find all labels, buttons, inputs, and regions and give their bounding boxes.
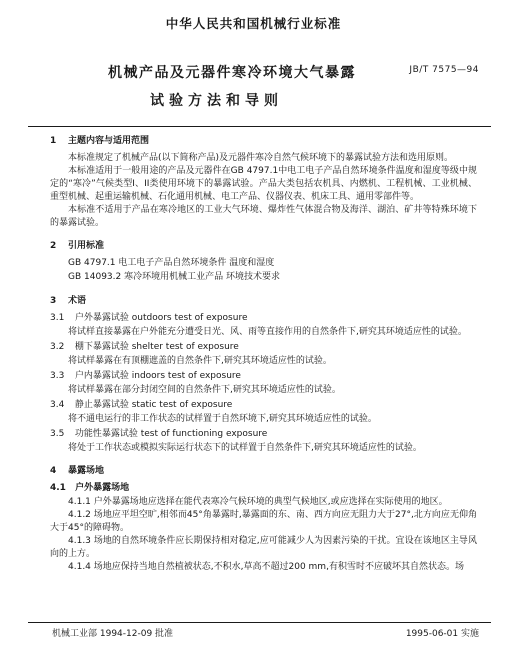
term-definition: 将处于工作状态或模拟实际运行状态下的试样置于自然条件下,研究其环境适应性的试验。	[68, 443, 422, 453]
term-heading	[0, 341, 507, 354]
section-number: 4	[50, 466, 57, 476]
term-name: 户内暴露试验 indoors test of exposure	[74, 371, 241, 381]
standard-number: JB/T 7575—94	[409, 65, 479, 75]
term-name: 静止暴露试验 static test of exposure	[74, 400, 233, 410]
section-heading	[0, 240, 507, 253]
section-heading	[0, 465, 507, 478]
clause	[50, 535, 477, 561]
term-heading	[0, 370, 507, 383]
term-name: 户外暴露试验 outdoors test of exposure	[74, 313, 248, 323]
issuing-authority-banner: 中华人民共和国机械行业标准	[165, 16, 342, 31]
section-title: 术语	[68, 296, 87, 306]
term-number: 3.1	[50, 313, 65, 323]
term-definition: 将试样暴露在有顶棚遮盖的自然条件下,研究其环境适应性的试验。	[68, 356, 332, 366]
subsection-heading	[0, 482, 507, 495]
section-title: 主题内容与适用范围	[68, 136, 150, 146]
subsection-number: 4.1	[50, 483, 66, 493]
term-number: 3.3	[50, 371, 65, 381]
paragraph: 本标准不适用于产品在寒冷地区的工业大气环境、爆炸性气体混合物及海洋、湖泊、矿井等特殊环境下的暴露试验。	[50, 205, 477, 228]
clause-text: 场地应保持当地自然植被状态,不积水,草高不超过200 mm,有积雪时不应破坏其自然状态。场	[93, 562, 464, 572]
implementation-note: 1995-06-01 实施	[405, 629, 479, 639]
header-rule	[28, 126, 491, 127]
reference-item: GB 14093.2 寒冷环境用机械工业产品 环境技术要求	[68, 272, 280, 282]
document-body	[0, 129, 507, 574]
term-heading	[0, 399, 507, 412]
clause	[50, 496, 477, 509]
approval-note: 机械工业部 1994-12-09 批准	[52, 629, 174, 639]
clause-number: 4.1.4	[68, 562, 91, 572]
term-name: 功能性暴露试验 test of functioning exposure	[74, 429, 268, 439]
reference-item: GB 4797.1 电工电子产品自然环境条件 温度和湿度	[68, 258, 275, 268]
clause-number: 4.1.3	[68, 536, 91, 546]
section-number: 3	[50, 296, 57, 306]
clause-number: 4.1.1	[68, 497, 91, 507]
clause-text: 场地的自然环境条件应长期保持相对稳定,应可能减少人为因素污染的干扰。宜设在该地区主导风向的上方。	[50, 536, 477, 559]
term-definition: 将试样暴露在部分封闭空间的自然条件下,研究其环境适应性的试验。	[68, 385, 341, 395]
clause-text: 场地应平坦空旷,相邻而45°角暴露时,暴露面的东、南、西方向应无阻力大于27°,北方向应无仰角大于45°的障碍物。	[50, 510, 477, 533]
term-definition: 将不通电运行的非工作状态的试样置于自然环境下,研究其环境适应性的试验。	[68, 414, 377, 424]
footer-rule	[28, 622, 491, 623]
term-heading	[0, 312, 507, 325]
section-number: 2	[50, 241, 57, 251]
term-heading	[0, 428, 507, 441]
paragraph: 本标准规定了机械产品(以下简称产品)及元器件寒冷自然气候环境下的暴露试验方法和选用原则。	[68, 153, 454, 163]
term-number: 3.2	[50, 342, 65, 352]
clause	[50, 561, 477, 574]
paragraph: 本标准适用于一般用途的产品及元器件在GB 4797.1中电工电子产品自然环境条件温度和湿度等级中规定的“寒冷”气候类型I、II类使用环境下的暴露试验。产品大类包括农机具、内燃机、工程机械、工业机械、重型机械、起重运输机械、石化通用机械、电工产品、仪器仪表、机床工具、通用零部件等。	[50, 166, 477, 202]
section-number: 1	[50, 136, 57, 146]
clause	[50, 509, 477, 535]
section-title: 暴露场地	[68, 466, 105, 476]
subsection-title: 户外暴露场地	[75, 483, 130, 493]
term-number: 3.5	[50, 429, 65, 439]
section-heading	[0, 135, 507, 148]
clause-text: 户外暴露场地应选择在能代表寒冷气候环境的典型气候地区,或应选择在实际使用的地区。	[93, 497, 448, 507]
clause-number: 4.1.2	[68, 510, 91, 520]
section-heading	[0, 295, 507, 308]
term-definition: 将试样直接暴露在户外能充分遭受日光、风、雨等直接作用的自然条件下,研究其环境适应性的试验。	[68, 327, 467, 337]
document-title-line-1: 机械产品及元器件寒冷环境大气暴露	[108, 65, 356, 81]
section-title: 引用标准	[68, 241, 105, 251]
term-number: 3.4	[50, 400, 65, 410]
term-name: 棚下暴露试验 shelter test of exposure	[74, 342, 239, 352]
document-title-line-2: 试验方法和导则	[150, 93, 283, 109]
